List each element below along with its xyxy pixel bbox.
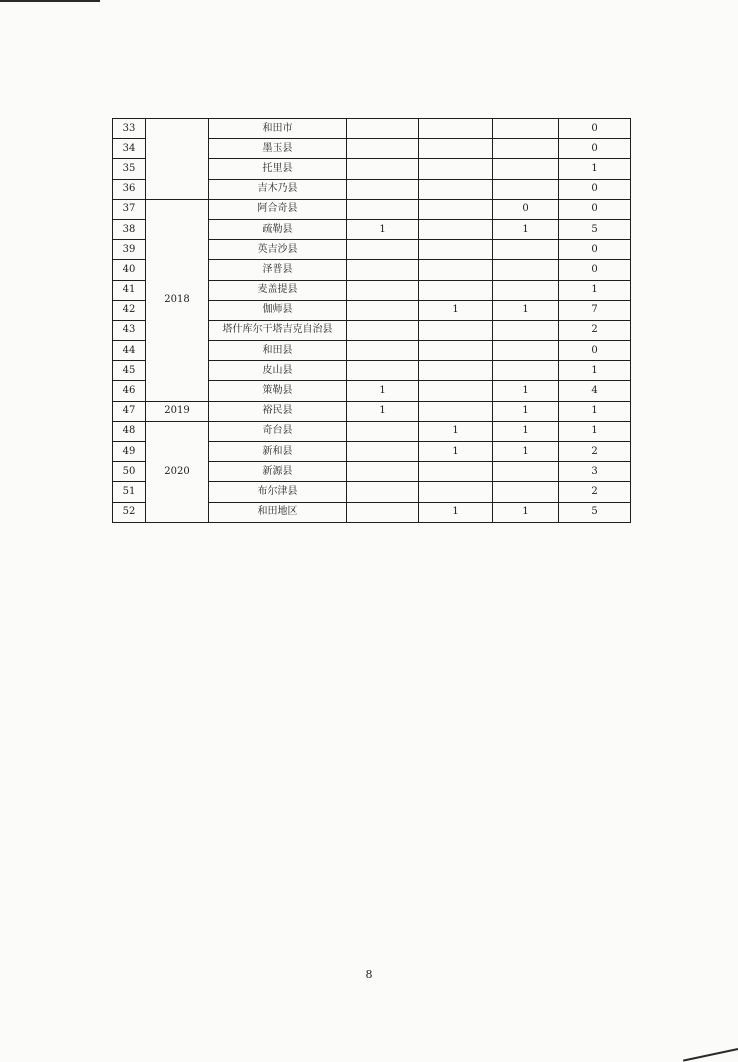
value-cell-3 — [493, 139, 559, 159]
value-cell-1 — [347, 119, 419, 139]
table-row — [113, 401, 631, 421]
value-cell-1 — [347, 502, 419, 522]
table-row — [113, 421, 631, 441]
value-cell-2 — [419, 482, 493, 502]
value-cell-3 — [493, 280, 559, 300]
year-cell: 2018 — [146, 199, 209, 401]
row-number-cell: 47 — [113, 401, 146, 421]
county-data-table — [112, 118, 631, 523]
year-cell — [146, 119, 209, 200]
value-cell-1 — [347, 260, 419, 280]
value-cell-2 — [419, 381, 493, 401]
row-number-cell: 39 — [113, 240, 146, 260]
row-number-cell: 44 — [113, 341, 146, 361]
value-cell-2 — [419, 119, 493, 139]
row-number-cell: 37 — [113, 199, 146, 219]
row-number-cell: 43 — [113, 320, 146, 340]
value-cell-3 — [493, 159, 559, 179]
county-name-cell: 新源县 — [209, 462, 347, 482]
value-cell-4: 0 — [559, 240, 631, 260]
value-cell-1 — [347, 199, 419, 219]
row-number-cell: 46 — [113, 381, 146, 401]
value-cell-4: 1 — [559, 159, 631, 179]
value-cell-1 — [347, 179, 419, 199]
value-cell-3 — [493, 462, 559, 482]
row-number-cell: 49 — [113, 442, 146, 462]
row-number-cell: 45 — [113, 361, 146, 381]
value-cell-3 — [493, 482, 559, 502]
value-cell-3: 1 — [493, 381, 559, 401]
value-cell-4: 1 — [559, 280, 631, 300]
value-cell-4: 0 — [559, 139, 631, 159]
row-number-cell: 41 — [113, 280, 146, 300]
value-cell-3 — [493, 361, 559, 381]
scan-edge-mark — [0, 0, 100, 2]
county-name-cell: 新和县 — [209, 442, 347, 462]
county-name-cell: 策勒县 — [209, 381, 347, 401]
value-cell-2 — [419, 159, 493, 179]
scan-edge-mark-bottom — [683, 1048, 738, 1062]
value-cell-3: 0 — [493, 199, 559, 219]
value-cell-4: 1 — [559, 401, 631, 421]
value-cell-1: 1 — [347, 219, 419, 239]
value-cell-2 — [419, 240, 493, 260]
value-cell-4: 4 — [559, 381, 631, 401]
county-name-cell: 阿合奇县 — [209, 199, 347, 219]
value-cell-3 — [493, 320, 559, 340]
value-cell-3: 1 — [493, 442, 559, 462]
row-number-cell: 51 — [113, 482, 146, 502]
value-cell-2 — [419, 462, 493, 482]
value-cell-4: 0 — [559, 341, 631, 361]
county-name-cell: 和田地区 — [209, 502, 347, 522]
value-cell-2 — [419, 341, 493, 361]
value-cell-1 — [347, 159, 419, 179]
county-name-cell: 裕民县 — [209, 401, 347, 421]
county-name-cell: 托里县 — [209, 159, 347, 179]
row-number-cell: 35 — [113, 159, 146, 179]
value-cell-1 — [347, 341, 419, 361]
county-name-cell: 皮山县 — [209, 361, 347, 381]
value-cell-4: 2 — [559, 442, 631, 462]
row-number-cell: 48 — [113, 421, 146, 441]
row-number-cell: 38 — [113, 219, 146, 239]
value-cell-2 — [419, 139, 493, 159]
value-cell-3: 1 — [493, 421, 559, 441]
value-cell-1 — [347, 462, 419, 482]
value-cell-1: 1 — [347, 381, 419, 401]
value-cell-1 — [347, 482, 419, 502]
value-cell-3: 1 — [493, 401, 559, 421]
county-name-cell: 和田市 — [209, 119, 347, 139]
value-cell-2 — [419, 361, 493, 381]
value-cell-2 — [419, 179, 493, 199]
row-number-cell: 52 — [113, 502, 146, 522]
value-cell-3 — [493, 179, 559, 199]
county-name-cell: 塔什库尔干塔吉克自治县 — [209, 320, 347, 340]
table-body — [113, 119, 631, 523]
county-name-cell: 泽普县 — [209, 260, 347, 280]
county-name-cell: 麦盖提县 — [209, 280, 347, 300]
value-cell-1 — [347, 280, 419, 300]
value-cell-1 — [347, 300, 419, 320]
year-cell: 2019 — [146, 401, 209, 421]
year-cell: 2020 — [146, 421, 209, 522]
value-cell-3 — [493, 119, 559, 139]
county-name-cell: 奇台县 — [209, 421, 347, 441]
value-cell-4: 5 — [559, 219, 631, 239]
value-cell-3: 1 — [493, 300, 559, 320]
page-number: 8 — [365, 968, 373, 981]
value-cell-1 — [347, 361, 419, 381]
value-cell-3 — [493, 240, 559, 260]
value-cell-2: 1 — [419, 442, 493, 462]
value-cell-2 — [419, 199, 493, 219]
value-cell-4: 2 — [559, 482, 631, 502]
value-cell-2 — [419, 320, 493, 340]
value-cell-4: 0 — [559, 199, 631, 219]
value-cell-1 — [347, 442, 419, 462]
value-cell-1: 1 — [347, 401, 419, 421]
value-cell-1 — [347, 421, 419, 441]
value-cell-4: 1 — [559, 421, 631, 441]
value-cell-2 — [419, 219, 493, 239]
row-number-cell: 40 — [113, 260, 146, 280]
row-number-cell: 33 — [113, 119, 146, 139]
value-cell-2: 1 — [419, 300, 493, 320]
value-cell-2 — [419, 280, 493, 300]
value-cell-3 — [493, 260, 559, 280]
value-cell-1 — [347, 139, 419, 159]
value-cell-4: 3 — [559, 462, 631, 482]
value-cell-2 — [419, 260, 493, 280]
county-name-cell: 布尔津县 — [209, 482, 347, 502]
row-number-cell: 42 — [113, 300, 146, 320]
value-cell-3 — [493, 341, 559, 361]
row-number-cell: 34 — [113, 139, 146, 159]
value-cell-1 — [347, 240, 419, 260]
county-name-cell: 墨玉县 — [209, 139, 347, 159]
value-cell-2: 1 — [419, 421, 493, 441]
value-cell-4: 0 — [559, 119, 631, 139]
county-name-cell: 伽师县 — [209, 300, 347, 320]
value-cell-2: 1 — [419, 502, 493, 522]
value-cell-3: 1 — [493, 502, 559, 522]
row-number-cell: 36 — [113, 179, 146, 199]
county-name-cell: 疏勒县 — [209, 219, 347, 239]
value-cell-4: 0 — [559, 179, 631, 199]
table-row — [113, 119, 631, 139]
table-row — [113, 199, 631, 219]
value-cell-4: 0 — [559, 260, 631, 280]
county-name-cell: 吉木乃县 — [209, 179, 347, 199]
row-number-cell: 50 — [113, 462, 146, 482]
value-cell-1 — [347, 320, 419, 340]
value-cell-4: 5 — [559, 502, 631, 522]
value-cell-3: 1 — [493, 219, 559, 239]
value-cell-2 — [419, 401, 493, 421]
county-name-cell: 和田县 — [209, 341, 347, 361]
county-name-cell: 英吉沙县 — [209, 240, 347, 260]
value-cell-4: 1 — [559, 361, 631, 381]
value-cell-4: 2 — [559, 320, 631, 340]
value-cell-4: 7 — [559, 300, 631, 320]
